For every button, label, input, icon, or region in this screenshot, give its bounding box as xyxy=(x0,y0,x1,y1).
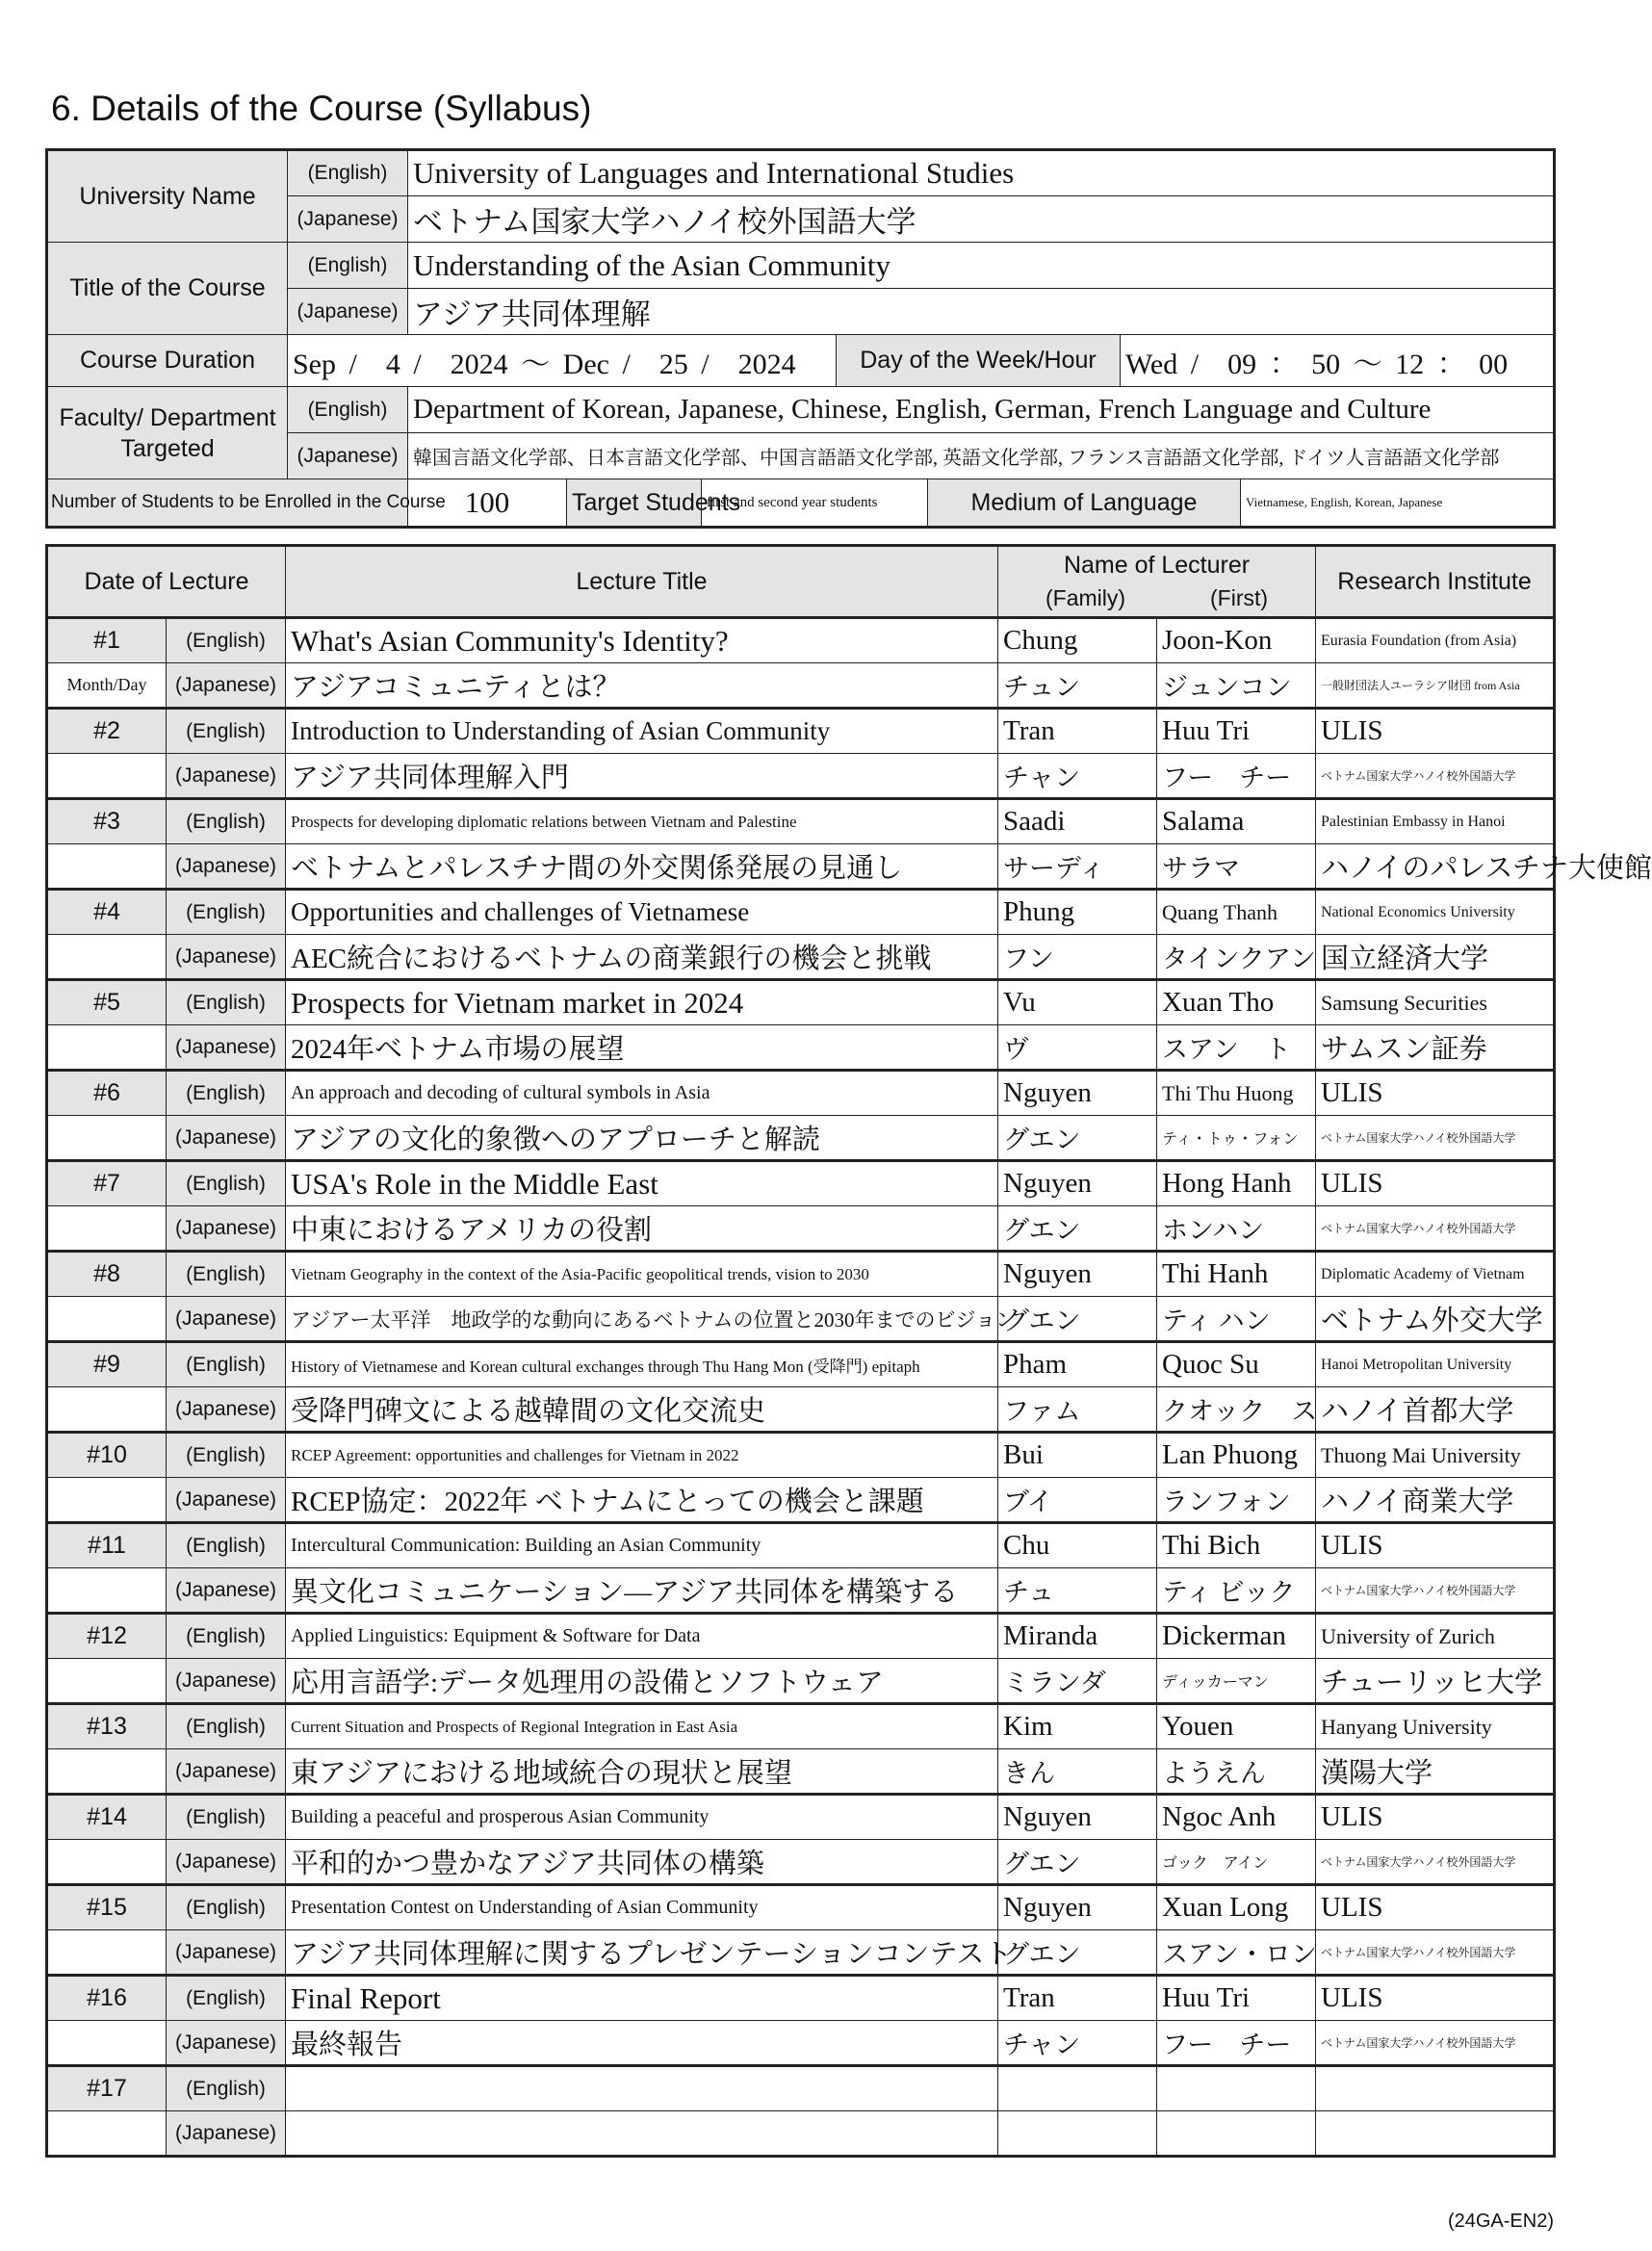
lecture-row-japanese xyxy=(47,1297,1555,1342)
lecturer-family-ja: きん xyxy=(998,1749,1157,1795)
lecturer-family-en: Nguyen xyxy=(998,1252,1157,1297)
lecturer-first-en: Quoc Su xyxy=(1157,1342,1316,1387)
lecture-title-en: RCEP Agreement: opportunities and challenges for Vietnam in 2022 xyxy=(286,1433,998,1478)
lecturer-first-en: Thi Hanh xyxy=(1157,1252,1316,1297)
course-title-label: Title of the Course xyxy=(47,243,288,335)
lecturer-family-en: Phung xyxy=(998,890,1157,935)
course-title-ja: アジア共同体理解 xyxy=(408,289,1555,335)
lecture-title-en: Building a peaceful and prosperous Asian Community xyxy=(286,1795,998,1840)
lecturer-family-ja: ブイ xyxy=(998,1478,1157,1523)
lecturer-first-en: Dickerman xyxy=(1157,1614,1316,1659)
english-label: (English) xyxy=(167,1252,286,1297)
research-institute-ja: チューリッヒ大学 xyxy=(1316,1659,1555,1704)
japanese-label: (Japanese) xyxy=(167,1930,286,1976)
lecturer-first-en: Quang Thanh xyxy=(1157,890,1316,935)
lecture-row-japanese xyxy=(47,1478,1555,1523)
japanese-label: (Japanese) xyxy=(167,754,286,799)
research-institute-en: Diplomatic Academy of Vietnam xyxy=(1316,1252,1555,1297)
lecturer-first-en: Huu Tri xyxy=(1157,709,1316,754)
lecturer-first-ja: スアン・ロン xyxy=(1157,1930,1316,1976)
research-institute-ja: ベトナム国家大学ハノイ校外国語大学 xyxy=(1316,1840,1555,1885)
lecture-title-en: Prospects for Vietnam market in 2024 xyxy=(286,980,998,1025)
university-name-ja: ベトナム国家大学ハノイ校外国語大学 xyxy=(408,196,1555,243)
lecture-row-english xyxy=(47,709,1555,754)
target-students-value: first and second year students xyxy=(702,479,928,528)
first-label: (First) xyxy=(1210,585,1269,610)
english-label: (English) xyxy=(167,1342,286,1387)
lecturer-family-en: Nguyen xyxy=(998,1885,1157,1930)
lecturer-first-en: Xuan Tho xyxy=(1157,980,1316,1025)
lecture-title-ja: 受降門碑文による越韓間の文化交流史 xyxy=(286,1387,998,1433)
lecturer-first-en: Joon-Kon xyxy=(1157,618,1316,663)
lecture-number: #14 xyxy=(47,1795,167,1840)
lecture-date xyxy=(47,844,167,890)
lecturer-first-en: Thi Bich xyxy=(1157,1523,1316,1568)
lecturer-first-ja: サラマ xyxy=(1157,844,1316,890)
lecturer-family-ja: フン xyxy=(998,935,1157,980)
lecture-title-en: USA's Role in the Middle East xyxy=(286,1161,998,1206)
research-institute-en: National Economics University xyxy=(1316,890,1555,935)
lecture-date xyxy=(47,2021,167,2066)
lecturer-first-ja: ようえん xyxy=(1157,1749,1316,1795)
english-label: (English) xyxy=(167,1614,286,1659)
research-institute-ja: ハノイ商業大学 xyxy=(1316,1478,1555,1523)
lecture-date xyxy=(47,754,167,799)
research-institute-ja xyxy=(1316,2111,1555,2157)
lecture-row-japanese xyxy=(47,2021,1555,2066)
lecture-title-en: History of Vietnamese and Korean cultural exchanges through Thu Hang Mon (受降門) epitaph xyxy=(286,1342,998,1387)
lecture-row-english xyxy=(47,890,1555,935)
lecture-number: #13 xyxy=(47,1704,167,1749)
research-institute-ja: ハノイのパレスチナ大使館 xyxy=(1316,844,1555,890)
lecture-number: #4 xyxy=(47,890,167,935)
research-institute-en: Hanoi Metropolitan University xyxy=(1316,1342,1555,1387)
lecture-number: #5 xyxy=(47,980,167,1025)
lecturer-family-ja: グエン xyxy=(998,1116,1157,1161)
lecturer-family-en: Chung xyxy=(998,618,1157,663)
lecture-date xyxy=(47,1930,167,1976)
lecture-date: Month/Day xyxy=(47,663,167,709)
lecturer-family-ja: グエン xyxy=(998,1840,1157,1885)
lecture-row-english xyxy=(47,799,1555,844)
lecture-row-english xyxy=(47,1433,1555,1478)
lecture-title-en: Introduction to Understanding of Asian Community xyxy=(286,709,998,754)
research-institute-en: Samsung Securities xyxy=(1316,980,1555,1025)
english-label: (English) xyxy=(288,243,408,289)
university-name-label: University Name xyxy=(47,150,288,243)
japanese-label: (Japanese) xyxy=(288,196,408,243)
lecturer-first-en: Thi Thu Huong xyxy=(1157,1071,1316,1116)
lecture-title-en: Presentation Contest on Understanding of Asian Community xyxy=(286,1885,998,1930)
lecturer-first-ja: スアン ト xyxy=(1157,1025,1316,1071)
lecture-row-japanese xyxy=(47,1568,1555,1614)
lecturer-first-en: Youen xyxy=(1157,1704,1316,1749)
lecture-row-english xyxy=(47,1161,1555,1206)
research-institute-en: ULIS xyxy=(1316,1523,1555,1568)
japanese-label: (Japanese) xyxy=(167,1297,286,1342)
japanese-label: (Japanese) xyxy=(167,1116,286,1161)
research-institute-en: ULIS xyxy=(1316,1885,1555,1930)
faculty-label: Faculty/ Department Targeted xyxy=(47,387,288,479)
lecture-number: #2 xyxy=(47,709,167,754)
lecturer-first-ja: ディッカーマン xyxy=(1157,1659,1316,1704)
lecturer-family-en xyxy=(998,2066,1157,2111)
lecturer-first-en: Ngoc Anh xyxy=(1157,1795,1316,1840)
lecturer-family-en: Tran xyxy=(998,709,1157,754)
lecture-row-japanese xyxy=(47,1930,1555,1976)
lecturer-first-en: Xuan Long xyxy=(1157,1885,1316,1930)
lecture-number: #7 xyxy=(47,1161,167,1206)
lecture-title-ja: 2024年ベトナム市場の展望 xyxy=(286,1025,998,1071)
lecture-date xyxy=(47,1387,167,1433)
lecture-row-japanese xyxy=(47,1206,1555,1252)
research-institute-en: Hanyang University xyxy=(1316,1704,1555,1749)
lecture-title-ja: AEC統合におけるベトナムの商業銀行の機会と挑戦 xyxy=(286,935,998,980)
research-institute-ja: 一般財団法人ユーラシア財団 from Asia xyxy=(1316,663,1555,709)
lecturer-family-ja: グエン xyxy=(998,1206,1157,1252)
lecture-row-english xyxy=(47,1523,1555,1568)
english-label: (English) xyxy=(167,1704,286,1749)
lecture-row-english xyxy=(47,1071,1555,1116)
name-of-lecturer-label: Name of Lecturer xyxy=(1063,552,1251,579)
japanese-label: (Japanese) xyxy=(167,935,286,980)
research-institute-en: ULIS xyxy=(1316,1071,1555,1116)
lecturer-family-ja: チュン xyxy=(998,663,1157,709)
japanese-label: (Japanese) xyxy=(167,1387,286,1433)
lecturer-first-ja: ティ ビック xyxy=(1157,1568,1316,1614)
lecture-number: #16 xyxy=(47,1976,167,2021)
date-of-lecture-header: Date of Lecture xyxy=(47,546,286,618)
lecture-title-en xyxy=(286,2066,998,2111)
lecture-title-ja: 異文化コミュニケーション―アジア共同体を構築する xyxy=(286,1568,998,1614)
research-institute-ja: ベトナム外交大学 xyxy=(1316,1297,1555,1342)
medium-of-language-value: Vietnamese, English, Korean, Japanese xyxy=(1241,479,1555,528)
lecture-title-ja: アジアの文化的象徴へのアプローチと解読 xyxy=(286,1116,998,1161)
lecturer-family-en: Saadi xyxy=(998,799,1157,844)
english-label: (English) xyxy=(167,980,286,1025)
medium-of-language-label: Medium of Language xyxy=(928,479,1241,528)
lecture-row-japanese xyxy=(47,1116,1555,1161)
lecture-number: #6 xyxy=(47,1071,167,1116)
lecture-title-ja: 平和的かつ豊かなアジア共同体の構築 xyxy=(286,1840,998,1885)
day-hour-value: Wed / 09 ： 50 ～ 12 ： 00 xyxy=(1121,335,1555,387)
target-students-label: Target Students xyxy=(567,479,702,528)
lecture-title-en: Current Situation and Prospects of Regional Integration in East Asia xyxy=(286,1704,998,1749)
japanese-label: (Japanese) xyxy=(167,2111,286,2157)
lecture-number: #17 xyxy=(47,2066,167,2111)
lecture-number: #3 xyxy=(47,799,167,844)
lecture-date xyxy=(47,1297,167,1342)
lecture-title-ja: ベトナムとパレスチナ間の外交関係発展の見通し xyxy=(286,844,998,890)
japanese-label: (Japanese) xyxy=(288,289,408,335)
lecturer-first-en: Hong Hanh xyxy=(1157,1161,1316,1206)
lecturer-family-en: Nguyen xyxy=(998,1161,1157,1206)
english-label: (English) xyxy=(167,890,286,935)
lecturer-first-en xyxy=(1157,2066,1316,2111)
research-institute-en xyxy=(1316,2066,1555,2111)
lecture-date xyxy=(47,1568,167,1614)
lecturer-family-ja: ミランダ xyxy=(998,1659,1157,1704)
lecture-title-ja: アジア共同体理解入門 xyxy=(286,754,998,799)
lecturer-family-en: Nguyen xyxy=(998,1071,1157,1116)
num-students-label: Number of Students to be Enrolled in the Course xyxy=(47,479,408,528)
lecture-date xyxy=(47,1840,167,1885)
lecture-title-en: Intercultural Communication: Building an Asian Community xyxy=(286,1523,998,1568)
lecture-number: #12 xyxy=(47,1614,167,1659)
lecture-title-ja: 東アジアにおける地域統合の現状と展望 xyxy=(286,1749,998,1795)
english-label: (English) xyxy=(167,1976,286,2021)
lecture-title-en: Vietnam Geography in the context of the Asia-Pacific geopolitical trends, vision to 2030 xyxy=(286,1252,998,1297)
lecture-number: #1 xyxy=(47,618,167,663)
lecture-title-en: Final Report xyxy=(286,1976,998,2021)
japanese-label: (Japanese) xyxy=(167,1568,286,1614)
research-institute-ja: 国立経済大学 xyxy=(1316,935,1555,980)
lecture-date xyxy=(47,1025,167,1071)
japanese-label: (Japanese) xyxy=(167,1659,286,1704)
lecture-row-japanese xyxy=(47,935,1555,980)
research-institute-ja: ベトナム国家大学ハノイ校外国語大学 xyxy=(1316,1206,1555,1252)
lecturer-family-ja: チャン xyxy=(998,2021,1157,2066)
lecturer-first-en: Lan Phuong xyxy=(1157,1433,1316,1478)
lecture-date xyxy=(47,1206,167,1252)
lecture-number: #11 xyxy=(47,1523,167,1568)
lecture-title-en: Applied Linguistics: Equipment & Software for Data xyxy=(286,1614,998,1659)
lecturer-family-en: Vu xyxy=(998,980,1157,1025)
english-label: (English) xyxy=(288,150,408,196)
lecture-title-ja: アジア共同体理解に関するプレゼンテーションコンテスト xyxy=(286,1930,998,1976)
lecture-row-japanese xyxy=(47,754,1555,799)
lecturer-family-en: Tran xyxy=(998,1976,1157,2021)
lecturer-family-en: Chu xyxy=(998,1523,1157,1568)
japanese-label: (Japanese) xyxy=(288,433,408,479)
lecture-title-en: What's Asian Community's Identity? xyxy=(286,618,998,663)
lecture-row-english xyxy=(47,1976,1555,2021)
num-students-value: 100 xyxy=(408,479,567,528)
lecturer-name-header xyxy=(998,546,1316,618)
course-title-en: Understanding of the Asian Community xyxy=(408,243,1555,289)
english-label: (English) xyxy=(167,799,286,844)
lecture-row-english xyxy=(47,618,1555,663)
english-label: (English) xyxy=(167,709,286,754)
lecturer-first-ja: ティ ハン xyxy=(1157,1297,1316,1342)
japanese-label: (Japanese) xyxy=(167,1206,286,1252)
lecture-table xyxy=(45,544,1652,2158)
research-institute-en: Palestinian Embassy in Hanoi xyxy=(1316,799,1555,844)
lecture-number: #8 xyxy=(47,1252,167,1297)
research-institute-en: Eurasia Foundation (from Asia) xyxy=(1316,618,1555,663)
lecture-row-japanese xyxy=(47,1387,1555,1433)
english-label: (English) xyxy=(167,618,286,663)
lecture-title-ja: RCEP協定：2022年 ベトナムにとっての機会と課題 xyxy=(286,1478,998,1523)
lecturer-family-en: Bui xyxy=(998,1433,1157,1478)
lecture-row-japanese xyxy=(47,1659,1555,1704)
lecturer-family-ja: ファム xyxy=(998,1387,1157,1433)
faculty-en: Department of Korean, Japanese, Chinese, English, German, French Language and Culture xyxy=(408,387,1555,433)
english-label: (English) xyxy=(167,1433,286,1478)
lecture-title-en: An approach and decoding of cultural symbols in Asia xyxy=(286,1071,998,1116)
lecturer-family-ja: グエン xyxy=(998,1930,1157,1976)
lecture-title-ja: アジアー太平洋 地政学的な動向にあるベトナムの位置と2030年までのビジョン xyxy=(286,1297,998,1342)
family-label: (Family) xyxy=(1045,585,1126,610)
course-duration-label: Course Duration xyxy=(47,335,288,387)
lecturer-first-ja: ティ・トゥ・フォン xyxy=(1157,1116,1316,1161)
lecture-date xyxy=(47,935,167,980)
lecturer-first-ja: フー チー xyxy=(1157,754,1316,799)
lecture-number: #9 xyxy=(47,1342,167,1387)
research-institute-ja: 漢陽大学 xyxy=(1316,1749,1555,1795)
lecture-row-english xyxy=(47,1885,1555,1930)
lecture-date xyxy=(47,2111,167,2157)
lecturer-first-ja: フー チー xyxy=(1157,2021,1316,2066)
english-label: (English) xyxy=(167,1161,286,1206)
japanese-label: (Japanese) xyxy=(167,1749,286,1795)
english-label: (English) xyxy=(167,2066,286,2111)
lecturer-family-en: Nguyen xyxy=(998,1795,1157,1840)
lecturer-first-ja xyxy=(1157,2111,1316,2157)
research-institute-ja: サムスン証券 xyxy=(1316,1025,1555,1071)
lecture-row-english xyxy=(47,980,1555,1025)
lecture-title-ja: 最終報告 xyxy=(286,2021,998,2066)
lecturer-first-ja: ホンハン xyxy=(1157,1206,1316,1252)
lecture-row-english xyxy=(47,2066,1555,2111)
lecture-row-english xyxy=(47,1614,1555,1659)
lecture-date xyxy=(47,1116,167,1161)
lecturer-family-ja: チュ xyxy=(998,1568,1157,1614)
japanese-label: (Japanese) xyxy=(167,1025,286,1071)
lecture-date xyxy=(47,1749,167,1795)
lecture-title-ja xyxy=(286,2111,998,2157)
japanese-label: (Japanese) xyxy=(167,2021,286,2066)
research-institute-ja: ベトナム国家大学ハノイ校外国語大学 xyxy=(1316,1116,1555,1161)
lecturer-first-en: Huu Tri xyxy=(1157,1976,1316,2021)
research-institute-en: ULIS xyxy=(1316,1976,1555,2021)
lecturer-family-ja: サーディ xyxy=(998,844,1157,890)
lecture-row-english xyxy=(47,1795,1555,1840)
lecture-row-japanese xyxy=(47,2111,1555,2157)
university-name-en: University of Languages and International Studies xyxy=(408,150,1555,196)
lecture-date xyxy=(47,1659,167,1704)
english-label: (English) xyxy=(288,387,408,433)
page-title: 6. Details of the Course (Syllabus) xyxy=(51,89,592,128)
english-label: (English) xyxy=(167,1071,286,1116)
japanese-label: (Japanese) xyxy=(167,1478,286,1523)
lecturer-family-ja: グエン xyxy=(998,1297,1157,1342)
lecturer-first-en: Salama xyxy=(1157,799,1316,844)
lecturer-family-ja: ヴ xyxy=(998,1025,1157,1071)
japanese-label: (Japanese) xyxy=(167,1840,286,1885)
lecture-title-ja: 応用言語学:データ処理用の設備とソフトウェア xyxy=(286,1659,998,1704)
english-label: (English) xyxy=(167,1523,286,1568)
research-institute-en: Thuong Mai University xyxy=(1316,1433,1555,1478)
lecture-row-japanese xyxy=(47,1840,1555,1885)
lecture-title-ja: 中東におけるアメリカの役割 xyxy=(286,1206,998,1252)
lecture-title-header: Lecture Title xyxy=(286,546,998,618)
research-institute-ja: ベトナム国家大学ハノイ校外国語大学 xyxy=(1316,1568,1555,1614)
lecturer-family-ja xyxy=(998,2111,1157,2157)
lecture-row-japanese xyxy=(47,1749,1555,1795)
japanese-label: (Japanese) xyxy=(167,663,286,709)
research-institute-ja: ベトナム国家大学ハノイ校外国語大学 xyxy=(1316,2021,1555,2066)
lecturer-first-ja: ランフォン xyxy=(1157,1478,1316,1523)
lecture-row-english xyxy=(47,1704,1555,1749)
lecturer-family-en: Pham xyxy=(998,1342,1157,1387)
lecture-title-en: Prospects for developing diplomatic relations between Vietnam and Palestine xyxy=(286,799,998,844)
lecture-title-ja: アジアコミュニティとは？ xyxy=(286,663,998,709)
lecturer-first-ja: クオック ス xyxy=(1157,1387,1316,1433)
research-institute-en: ULIS xyxy=(1316,1795,1555,1840)
research-institute-en: University of Zurich xyxy=(1316,1614,1555,1659)
faculty-ja: 韓国言語文化学部、日本言語文化学部、中国言語語文化学部, 英語文化学部, フランス言語語文化学部, ドイツ人言語語文化学部 xyxy=(408,433,1555,479)
research-institute-en: ULIS xyxy=(1316,1161,1555,1206)
lecturer-first-ja: ジュンコン xyxy=(1157,663,1316,709)
research-institute-en: ULIS xyxy=(1316,709,1555,754)
lecturer-first-ja: ゴック アイン xyxy=(1157,1840,1316,1885)
lecture-row-japanese xyxy=(47,844,1555,890)
lecture-date xyxy=(47,1478,167,1523)
form-code: (24GA-EN2) xyxy=(1447,2211,1554,2232)
research-institute-ja: ベトナム国家大学ハノイ校外国語大学 xyxy=(1316,754,1555,799)
course-duration-value: Sep / 4 / 2024 ～ Dec / 25 / 2024 xyxy=(288,335,837,387)
english-label: (English) xyxy=(167,1795,286,1840)
lecture-number: #10 xyxy=(47,1433,167,1478)
lecturer-first-ja: タインクアン xyxy=(1157,935,1316,980)
lecture-row-english xyxy=(47,1342,1555,1387)
english-label: (English) xyxy=(167,1885,286,1930)
lecturer-family-en: Kim xyxy=(998,1704,1157,1749)
research-institute-ja: ベトナム国家大学ハノイ校外国語大学 xyxy=(1316,1930,1555,1976)
lecture-row-japanese xyxy=(47,663,1555,709)
day-of-week-label: Day of the Week/Hour xyxy=(837,335,1121,387)
lecture-row-english xyxy=(47,1252,1555,1297)
lecture-title-en: Opportunities and challenges of Vietnamese xyxy=(286,890,998,935)
lecturer-family-ja: チャン xyxy=(998,754,1157,799)
research-institute-ja: ハノイ首都大学 xyxy=(1316,1387,1555,1433)
course-info-table xyxy=(45,148,1556,529)
lecture-row-japanese xyxy=(47,1025,1555,1071)
lecturer-family-en: Miranda xyxy=(998,1614,1157,1659)
research-institute-header: Research Institute xyxy=(1316,546,1555,618)
japanese-label: (Japanese) xyxy=(167,844,286,890)
lecture-number: #15 xyxy=(47,1885,167,1930)
